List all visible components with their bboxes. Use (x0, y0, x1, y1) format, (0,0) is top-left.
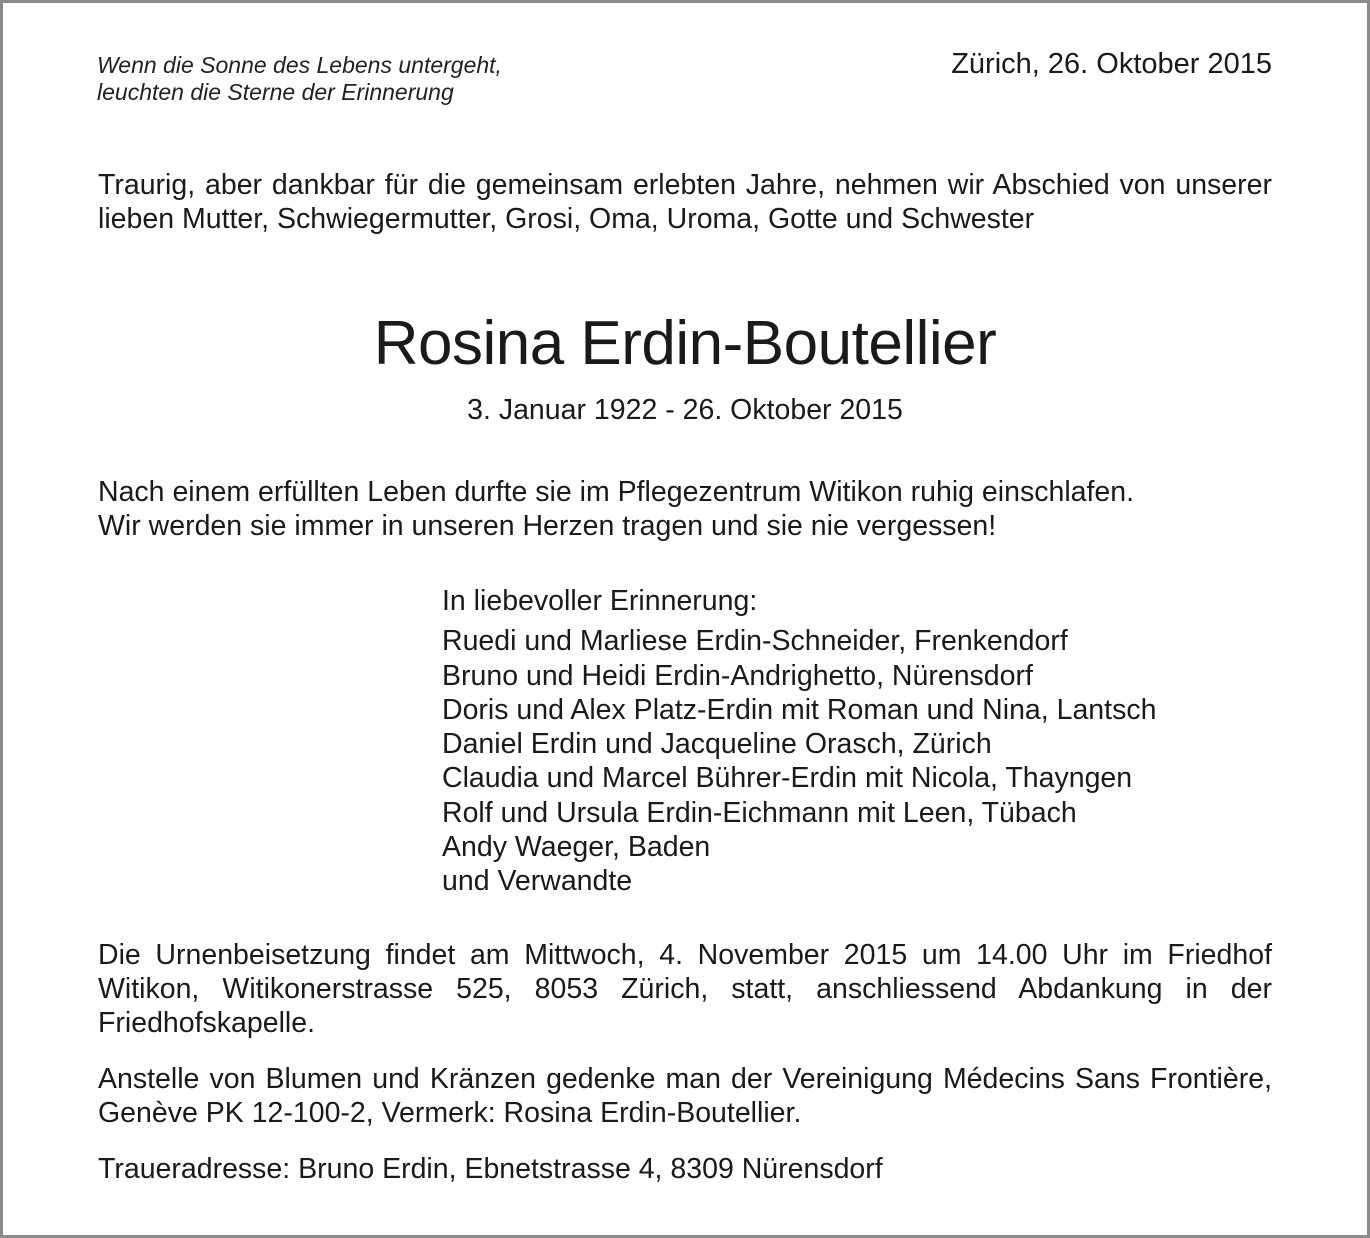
list-item: und Verwandte (442, 865, 633, 898)
burial-paragraph: Die Urnenbeisetzung findet am Mittwoch, 4. November 2015 um 14.00 Uhr im Friedhof Witikon, Witikonerstrasse 525, 8053 Zürich, statt, anschliessend Abdankung in der Friedhofskapelle. (98, 939, 1272, 1039)
motto (97, 52, 502, 106)
intro-paragraph: Traurig, aber dankbar für die gemeinsam erlebten Jahre, nehmen wir Abschied von unserer lieben Mutter, Schwiegermutter, Grosi, Oma, Uroma, Gotte und Schwester (98, 169, 1272, 235)
donation-paragraph: Anstelle von Blumen und Kränzen gedenke man der Vereinigung Médecins Sans Frontière, Genève PK 12-100-2, Vermerk: Rosina Erdin-Boutellier. (98, 1063, 1272, 1129)
list-item: Rolf und Ursula Erdin-Eichmann mit Leen, Tübach (442, 796, 1077, 829)
address-line: Traueradresse: Bruno Erdin, Ebnetstrasse 4, 8309 Nürensdorf (98, 1153, 883, 1185)
motto-line: Wenn die Sonne des Lebens untergeht, (97, 52, 502, 78)
message (98, 475, 1272, 543)
list-item: Bruno und Heidi Erdin-Andrighetto, Nürensdorf (442, 659, 1033, 692)
list-item: Doris und Alex Platz-Erdin mit Roman und Nina, Lantsch (442, 693, 1157, 726)
message-line: Nach einem erfüllten Leben durfte sie im Pflegezentrum Witikon ruhig einschlafen. (98, 476, 1135, 508)
deceased-name: Rosina Erdin-Boutellier (373, 309, 997, 378)
place-date: Zürich, 26. Oktober 2015 (951, 48, 1272, 80)
motto-line: leuchten die Sterne der Erinnerung (97, 79, 454, 105)
list-item: Ruedi und Marliese Erdin-Schneider, Frenkendorf (442, 625, 1068, 658)
list-item: Claudia und Marcel Bührer-Erdin mit Nicola, Thayngen (442, 762, 1133, 795)
life-dates: 3. Januar 1922 - 26. Oktober 2015 (467, 394, 903, 426)
message-line: Wir werden sie immer in unseren Herzen tragen und sie nie vergessen! (98, 510, 997, 542)
family-heading: In liebevoller Erinnerung: (442, 585, 758, 617)
list-item: Daniel Erdin und Jacqueline Orasch, Zürich (442, 728, 992, 761)
list-item: Andy Waeger, Baden (442, 831, 711, 864)
family-list (442, 584, 1156, 899)
